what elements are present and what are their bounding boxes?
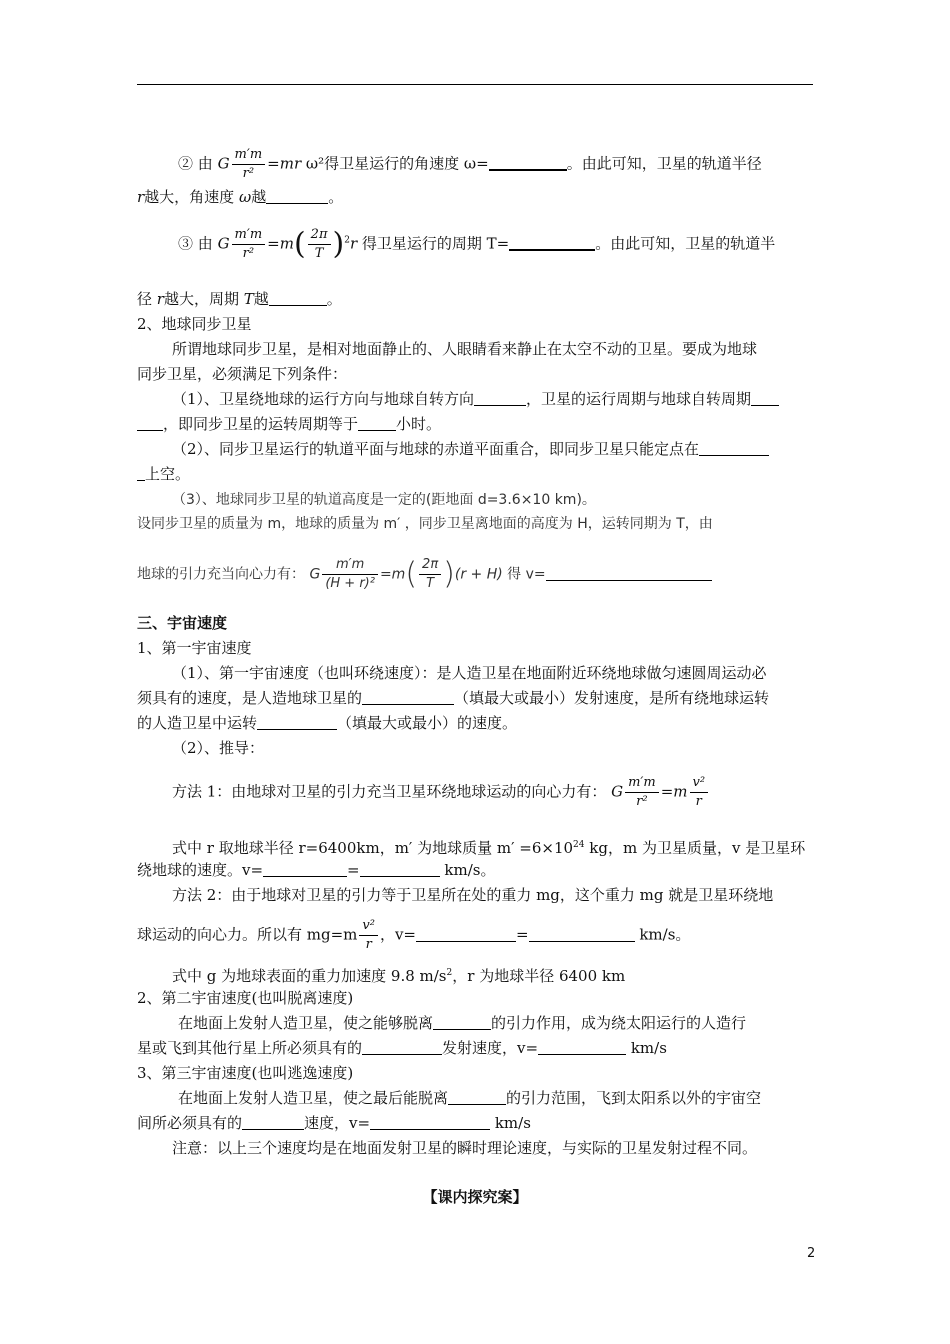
blank-period-rel-2[interactable] xyxy=(137,414,163,431)
section-inclass-title: 【课内探究案】 xyxy=(422,1188,528,1206)
cond-3-setup: 设同步卫星的质量为 m，地球的质量为 m′ ，同步卫星离地面的高度为 H，运转同期为 T，由 xyxy=(137,516,713,532)
third-v-1: 在地面上发射人造卫星，使之最后能脱离 的引力范围，飞到太阳系以外的宇宙空 xyxy=(178,1089,762,1107)
line-4: 径 r越大，周期 T越 。 xyxy=(137,290,342,308)
method-2-note: 式中 g 为地球表面的重力加速度 9.8 $m/s^2$，r 为地球半径 6400 km xyxy=(172,967,626,985)
formula-fraction: $\frac{m'm}{\text{r²}}$ xyxy=(232,146,266,183)
cond-3: （3）、地球同步卫星的轨道高度是一定的(距地面 d=3.6×10 km)。 xyxy=(172,492,596,508)
cond-1b: ，即同步卫星的运转周期等于 小时。 xyxy=(137,413,441,435)
blank-launch-speed[interactable] xyxy=(362,688,454,705)
first-v-1: （1）、第一宇宙速度（也叫环绕速度）：是人造卫星在地面附近环绕地球做匀速圆周运动必 xyxy=(172,664,767,682)
cond-2b: 上空。 xyxy=(137,463,190,485)
header-rule xyxy=(137,84,813,85)
blank-orbit-speed[interactable] xyxy=(257,713,337,730)
blank-second-launch[interactable] xyxy=(362,1038,442,1055)
cond-3-formula: 地球的引力充当向心力有： G $\frac{m'm}{\text{(H + r)²}}$ =m( $\frac{2\pi}{T}$ )(r + H) 得 v= xyxy=(137,556,712,593)
para-sync-1: 所谓地球同步卫星，是相对地面静止的、人眼睛看来静止在太空不动的卫星。要成为地球 xyxy=(172,340,758,358)
blank-sync-v[interactable] xyxy=(546,564,712,581)
blank-escape-system[interactable] xyxy=(448,1088,506,1105)
line-period: ③ 由 G $\frac{m'm}{\text{r²}}$ =m( $\frac{2\pi}{T}$ )$^2$r 得卫星运行的周期 T= 。由此可知，卫星的轨道半 xyxy=(178,226,776,262)
blank-v3[interactable] xyxy=(370,1113,490,1130)
line-2: r越大，角速度 ω越 。 xyxy=(137,188,344,206)
blank-position-1[interactable] xyxy=(699,439,769,456)
line-angular-velocity: ② 由 G $\frac{m'm}{\text{r²}}$ =mr ω²得卫星运行的角速度 ω= 。由此可知，卫星的轨道半径 xyxy=(178,147,762,181)
blank-v1b-expr[interactable] xyxy=(416,925,516,942)
blank-v1-value[interactable] xyxy=(360,860,440,877)
method-1-note: 式中 r 取地球半径 r=6400km，m′ 为地球质量 $m' =6\times 10^{24}$ kg，m 为卫星质量，v 是卫星环 xyxy=(172,839,806,857)
blank-escape-body[interactable] xyxy=(433,1013,491,1030)
section-third-velocity: 3、第三宇宙速度(也叫逃逸速度) xyxy=(137,1064,354,1082)
page-number: 2 xyxy=(807,1246,816,1261)
method-1: 方法 1：由地球对卫星的引力充当卫星环绕地球运动的向心力有： G $\frac{m'm}{\text{r²}}$ =m $\frac{\text{v²}}{r}$ xyxy=(172,774,710,811)
method-2-result: 球运动的向心力。所以有 mg=m $\frac{\text{v²}}{r}$ ，v= = km/s。 xyxy=(137,918,691,952)
section-first-velocity: 1、第一宇宙速度 xyxy=(137,639,252,657)
section-sync-satellite: 2、地球同步卫星 xyxy=(137,315,252,333)
blank-third-speed[interactable] xyxy=(242,1113,304,1130)
method-1-result: 绕地球的速度。v= = km/s。 xyxy=(137,861,496,879)
section-second-velocity: 2、第二宇宙速度(也叫脱离速度) xyxy=(137,989,354,1007)
blank-omega-trend[interactable] xyxy=(266,187,328,204)
section-cosmic-velocity: 三、宇宙速度 xyxy=(137,614,228,632)
first-v-3: 的人造卫星中运转 （填最大或最小）的速度。 xyxy=(137,714,518,732)
blank-v2[interactable] xyxy=(538,1038,626,1055)
second-v-2: 星或飞到其他行星上所必须具有的 发射速度，v= km/s xyxy=(137,1039,667,1057)
blank-direction[interactable] xyxy=(474,389,526,406)
cond-1: （1）、卫星绕地球的运行方向与地球自转方向 ，卫星的运行周期与地球自转周期 xyxy=(172,388,779,410)
blank-omega[interactable] xyxy=(489,153,567,171)
blank-v1b-value[interactable] xyxy=(529,925,635,942)
first-v-2: 须具有的速度，是人造地球卫星的 （填最大或最小）发射速度，是所有绕地球运转 xyxy=(137,689,770,707)
blank-hours[interactable] xyxy=(358,414,396,431)
blank-period[interactable] xyxy=(509,233,595,251)
blank-v1-expr[interactable] xyxy=(263,860,347,877)
blank-period-trend[interactable] xyxy=(269,289,327,306)
cond-2: （2）、同步卫星运行的轨道平面与地球的赤道平面重合，即同步卫星只能定点在 xyxy=(172,438,769,460)
second-v-1: 在地面上发射人造卫星，使之能够脱离 的引力作用，成为绕太阳运行的人造行 xyxy=(178,1014,747,1032)
method-2: 方法 2：由于地球对卫星的引力等于卫星所在处的重力 mg，这个重力 mg 就是卫星环绕地 xyxy=(172,886,774,904)
para-sync-2: 同步卫星，必须满足下列条件： xyxy=(137,365,348,383)
blank-period-rel-1[interactable] xyxy=(751,389,779,406)
blank-position-2[interactable] xyxy=(137,464,145,481)
note-line: 注意：以上三个速度均是在地面发射卫星的瞬时理论速度，与实际的卫星发射过程不同。 xyxy=(172,1139,758,1157)
third-v-2: 间所必须具有的 速度，v= km/s xyxy=(137,1114,531,1132)
derivation-title: （2）、推导： xyxy=(172,739,265,757)
